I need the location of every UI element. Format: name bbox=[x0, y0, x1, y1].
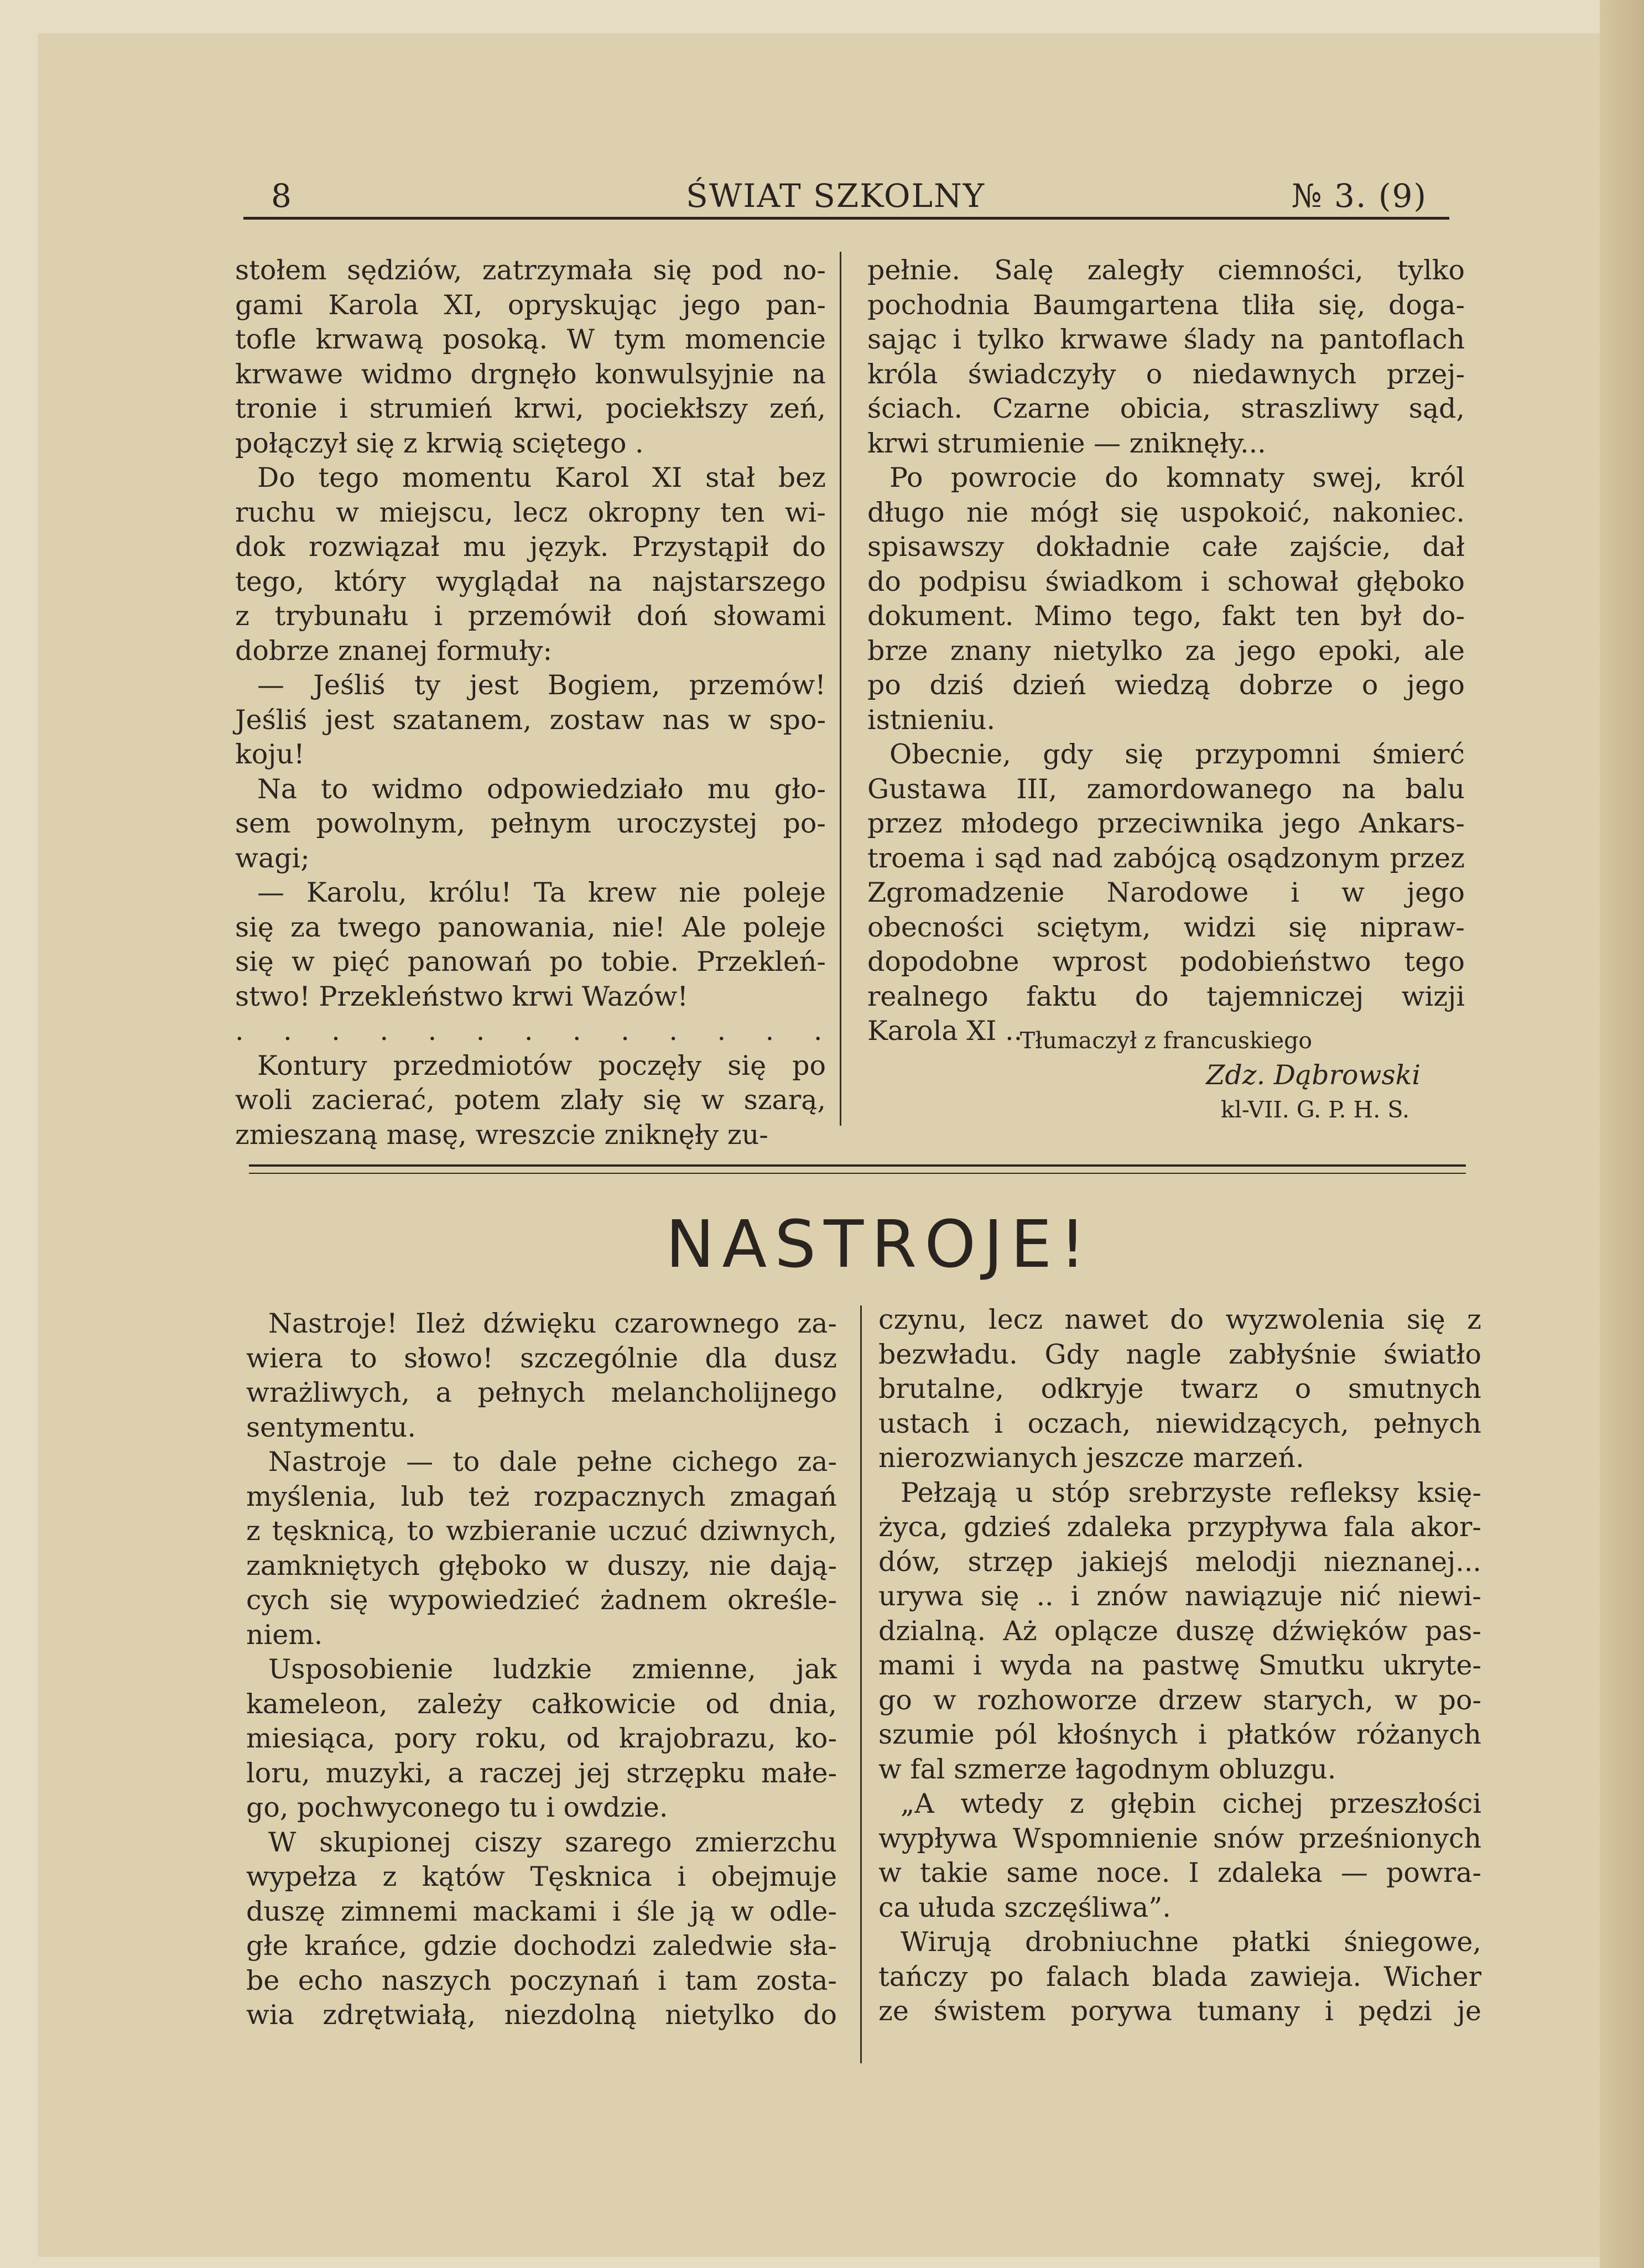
text-line: wrażliwych, a pełnych melancholijnego bbox=[246, 1377, 837, 1408]
text-line: Kontury przedmiotów poczęły się po bbox=[257, 1049, 826, 1081]
text-line: Po powrocie do komnaty swej, król bbox=[889, 462, 1465, 493]
text-line: zmieszaną masę, wreszcie zniknęły zu- bbox=[235, 1119, 768, 1151]
issue-number: № 3. (9) bbox=[1291, 177, 1427, 215]
text-line: krwawe widmo drgnęło konwulsyjnie na bbox=[235, 358, 826, 390]
text-line: zamkniętych głęboko w duszy, nie dają- bbox=[246, 1549, 837, 1582]
text-line: duszę zimnemi mackami i śle ją w odle- bbox=[246, 1895, 837, 1927]
text-line: dzialną. Aż oplącze duszę dźwięków pas- bbox=[878, 1615, 1481, 1647]
article1-column-right bbox=[867, 253, 1465, 1049]
text-line: sentymentu. bbox=[246, 1411, 416, 1443]
author-affiliation: kl-VII. G. P. H. S. bbox=[1220, 1096, 1409, 1123]
text-line: życa, gdzieś zdaleka przypływa fala akor- bbox=[878, 1511, 1481, 1543]
text-line: go w rozhoworze drzew starych, w po- bbox=[878, 1684, 1481, 1716]
text-line: tofle krwawą posoką. W tym momencie bbox=[235, 324, 826, 355]
article1-column-left bbox=[235, 253, 838, 1152]
text-line: Usposobienie ludzkie zmienne, jak bbox=[268, 1653, 837, 1685]
article2-headline: NASTROJE! bbox=[665, 1206, 1094, 1282]
column-divider-2 bbox=[860, 1305, 862, 2063]
text-line: woli zacierać, potem zlały się w szarą, bbox=[235, 1084, 826, 1116]
text-line: loru, muzyki, a raczej jej strzępku małe- bbox=[246, 1757, 837, 1789]
text-line: głe krańce, gdzie dochodzi zaledwie sła- bbox=[246, 1930, 837, 1962]
text-line: ze świstem porywa tumany i pędzi je bbox=[878, 1995, 1481, 2027]
section-divider-top bbox=[249, 1164, 1466, 1167]
text-line: dokument. Mimo tego, fakt ten był do- bbox=[867, 600, 1465, 632]
text-line: tego, który wyglądał na najstarszego bbox=[235, 565, 826, 597]
text-line: troema i sąd nad zabójcą osądzonym przez bbox=[867, 842, 1465, 874]
text-line: dobrze znanej formuły: bbox=[235, 634, 553, 667]
text-line: bezwładu. Gdy nagle zabłyśnie światło bbox=[878, 1338, 1481, 1370]
text-line: z trybunału i przemówił doń słowami bbox=[235, 600, 826, 632]
text-line: dok rozwiązał mu język. Przystąpił do bbox=[235, 531, 826, 563]
text-line: przez młodego przeciwnika jego Ankars- bbox=[867, 808, 1465, 839]
text-line: — Karolu, królu! Ta krew nie poleje bbox=[257, 877, 826, 908]
text-line: myślenia, lub też rozpacznych zmagań bbox=[246, 1480, 837, 1512]
text-line: niem. bbox=[246, 1619, 323, 1651]
text-line: ca ułuda szczęśliwa”. bbox=[878, 1891, 1171, 1923]
text-line: stołem sędziów, zatrzymała się pod no- bbox=[235, 254, 826, 286]
text-line: dów, strzęp jakiejś melodji nieznanej... bbox=[878, 1546, 1481, 1578]
text-line: szumie pól kłośnych i płatków różanych bbox=[878, 1719, 1481, 1750]
text-line: pełnie. Salę zaległy ciemności, tylko bbox=[867, 254, 1465, 286]
article1-credits bbox=[867, 1023, 1465, 1127]
text-line: go, pochwyconego tu i owdzie. bbox=[246, 1792, 668, 1823]
running-header bbox=[243, 173, 1449, 220]
text-line: . . . . . . . . . . . . . bbox=[235, 1015, 838, 1047]
text-line: sem powolnym, pełnym uroczystej po- bbox=[235, 808, 826, 839]
text-line: miesiąca, pory roku, od krajobrazu, ko- bbox=[246, 1723, 837, 1754]
text-line: wagi; bbox=[235, 842, 310, 874]
text-line: długo nie mógł się uspokoić, nakoniec. bbox=[867, 496, 1465, 528]
text-line: dopodobne wprost podobieństwo tego bbox=[867, 946, 1465, 977]
text-line: w fal szmerze łagodnym obluzgu. bbox=[878, 1753, 1336, 1785]
text-line: Karola XI .. bbox=[867, 1015, 1023, 1047]
text-line: obecności sciętym, widzi się nipraw- bbox=[867, 911, 1465, 943]
text-line: be echo naszych poczynań i tam zosta- bbox=[246, 1964, 837, 1996]
text-line: sając i tylko krwawe ślady na pantoflach bbox=[867, 324, 1465, 355]
text-line: z tęsknicą, to wzbieranie uczuć dziwnych, bbox=[246, 1515, 837, 1547]
text-line: Pełzają u stóp srebrzyste refleksy księ- bbox=[901, 1476, 1481, 1508]
text-line: tronie i strumień krwi, pociekłszy zeń, bbox=[235, 393, 826, 424]
section-divider-bottom bbox=[249, 1173, 1466, 1174]
article2-column-left bbox=[246, 1307, 837, 2033]
page-number: 8 bbox=[271, 177, 293, 215]
text-line: tańczy po falach blada zawieja. Wicher bbox=[878, 1960, 1481, 1993]
author-signature: Zdz. Dąbrowski bbox=[1206, 1059, 1421, 1091]
text-line: Jeśliś jest szatanem, zostaw nas w spo- bbox=[235, 704, 826, 736]
text-line: stwo! Przekleństwo krwi Wazów! bbox=[235, 980, 689, 1012]
text-line: Nastroje — to dale pełne cichego za- bbox=[268, 1446, 837, 1478]
text-line: się w pięć panowań po tobie. Przekleń- bbox=[235, 946, 826, 977]
text-line: do podpisu świadkom i schował głęboko bbox=[867, 565, 1465, 597]
text-line: Obecnie, gdy się przypomni śmierć bbox=[889, 738, 1465, 770]
translator-note: Tłumaczył z francuskiego bbox=[1019, 1027, 1313, 1054]
text-line: króla świadczyły o niedawnych przej- bbox=[867, 358, 1465, 390]
text-line: wypełza z kątów Tęsknica i obejmuje bbox=[246, 1861, 837, 1892]
text-line: ściach. Czarne obicia, straszliwy sąd, bbox=[867, 393, 1465, 424]
text-line: „A wtedy z głębin cichej przeszłości bbox=[901, 1788, 1481, 1819]
binding-edge bbox=[1600, 0, 1644, 2268]
text-line: realnego faktu do tajemniczej wizji bbox=[867, 980, 1465, 1012]
text-line: się za twego panowania, nie! Ale poleje bbox=[235, 911, 826, 943]
text-line: pochodnia Baumgartena tliła się, doga- bbox=[867, 289, 1465, 321]
text-line: po dziś dzień wiedzą dobrze o jego bbox=[867, 669, 1465, 701]
text-line: koju! bbox=[235, 738, 305, 770]
text-line: w takie same noce. I zdaleka — powra- bbox=[878, 1857, 1481, 1889]
text-line: Wirują drobniuchne płatki śniegowe, bbox=[901, 1926, 1481, 1958]
text-line: mami i wyda na pastwę Smutku ukryte- bbox=[878, 1650, 1481, 1681]
text-line: nierozwianych jeszcze marzeń. bbox=[878, 1442, 1304, 1474]
text-line: brutalne, odkryje twarz o smutnych bbox=[878, 1373, 1481, 1405]
text-line: — Jeśliś ty jest Bogiem, przemów! bbox=[257, 669, 826, 701]
text-line: spisawszy dokładnie całe zajście, dał bbox=[867, 531, 1465, 563]
text-line: Na to widmo odpowiedziało mu gło- bbox=[257, 773, 826, 805]
text-line: cych się wypowiedzieć żadnem określe- bbox=[246, 1584, 837, 1616]
text-line: Gustawa III, zamordowanego na balu bbox=[867, 773, 1465, 805]
text-line: kameleon, zależy całkowicie od dnia, bbox=[246, 1688, 837, 1720]
text-line: urywa się .. i znów nawiązuje nić niewi- bbox=[878, 1580, 1481, 1612]
text-line: krwi strumienie — zniknęły... bbox=[867, 427, 1266, 459]
text-line: wiera to słowo! szczególnie dla dusz bbox=[246, 1342, 837, 1374]
text-line: istnieniu. bbox=[867, 704, 996, 736]
column-divider bbox=[840, 252, 841, 1126]
text-line: brze znany nietylko za jego epoki, ale bbox=[867, 634, 1465, 667]
text-line: W skupionej ciszy szarego zmierzchu bbox=[268, 1826, 837, 1858]
text-line: gami Karola XI, opryskując jego pan- bbox=[235, 289, 826, 321]
text-line: Nastroje! Ileż dźwięku czarownego za- bbox=[268, 1308, 837, 1339]
periodical-title: ŚWIAT SZKOLNY bbox=[686, 177, 986, 215]
article2-column-right bbox=[878, 1303, 1481, 2029]
text-line: wypływa Wspomnienie snów prześnionych bbox=[878, 1822, 1481, 1854]
text-line: czynu, lecz nawet do wyzwolenia się z bbox=[878, 1304, 1481, 1335]
text-line: Do tego momentu Karol XI stał bez bbox=[257, 462, 826, 493]
text-line: Zgromadzenie Narodowe i w jego bbox=[867, 877, 1465, 908]
text-line: ruchu w miejscu, lecz okropny ten wi- bbox=[235, 496, 826, 528]
text-line: ustach i oczach, niewidzących, pełnych bbox=[878, 1407, 1481, 1439]
text-line: wia zdrętwiałą, niezdolną nietylko do bbox=[246, 1999, 837, 2031]
text-line: połączył się z krwią sciętego . bbox=[235, 427, 644, 459]
